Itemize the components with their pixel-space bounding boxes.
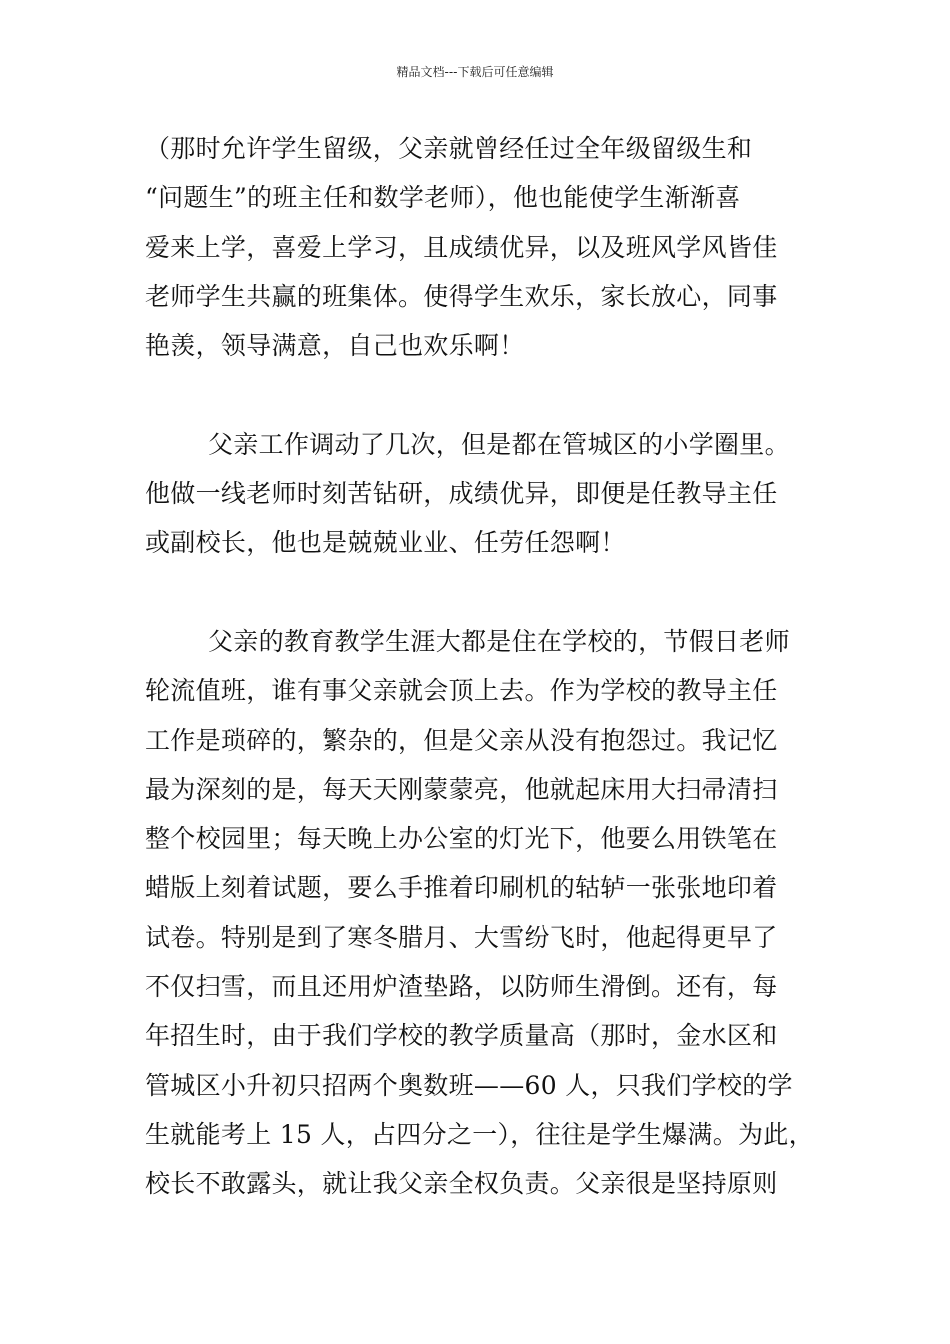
text-line: 工作是琐碎的，繁杂的，但是父亲从没有抱怨过。我记忆: [145, 725, 778, 755]
text-line: 试卷。特别是到了寒冬腊月、大雪纷飞时，他起得更早了: [145, 922, 778, 952]
text-line: “问题生”的班主任和数学老师），他也能使学生渐渐喜: [145, 183, 741, 213]
text-line: 年招生时，由于我们学校的教学质量高（那时，金水区和: [145, 1021, 778, 1051]
text-line: 或副校长，他也是兢兢业业、任劳任怨啊！: [145, 528, 626, 558]
paragraph-1: [145, 124, 815, 370]
text-line: 轮流值班，谁有事父亲就会顶上去。作为学校的教导主任: [145, 676, 778, 706]
text-line: 艳羡，领导满意，自己也欢乐啊！: [145, 331, 525, 361]
text-line: 父亲的教育教学生涯大都是住在学校的，节假日老师: [208, 626, 790, 656]
paragraph-2: [145, 420, 815, 568]
text-line: 最为深刻的是，每天天刚蒙蒙亮，他就起床用大扫帚清扫: [145, 774, 778, 804]
text-line: 父亲工作调动了几次，但是都在管城区的小学圈里。: [208, 429, 790, 459]
paragraph-3: [145, 617, 815, 1209]
text-line: 管城区小升初只招两个奥数班——60 人，只我们学校的学: [145, 1070, 793, 1100]
text-line: 蜡版上刻着试题，要么手推着印刷机的轱轳一张张地印着: [145, 873, 778, 903]
text-line: 整个校园里；每天晚上办公室的灯光下，他要么用铁笔在: [145, 824, 778, 854]
text-line: 老师学生共赢的班集体。使得学生欢乐，家长放心，同事: [145, 281, 778, 311]
text-line: 爱来上学，喜爱上学习，且成绩优异，以及班风学风皆佳: [145, 232, 778, 262]
text-line: 他做一线老师时刻苦钻研，成绩优异，即便是任教导主任: [145, 479, 778, 509]
document-body: [145, 124, 815, 1209]
paragraph-gap: [145, 370, 815, 419]
paragraph-gap: [145, 568, 815, 617]
text-line: （那时允许学生留级，父亲就曾经任过全年级留级生和: [145, 134, 753, 163]
text-line: 生就能考上 15 人，占四分之一），往往是学生爆满。为此，: [145, 1119, 814, 1149]
page-header: 精品文档---下载后可任意编辑: [396, 65, 554, 79]
text-line: 校长不敢露头，就让我父亲全权负责。父亲很是坚持原则: [145, 1169, 778, 1199]
text-line: 不仅扫雪，而且还用炉渣垫路，以防师生滑倒。还有，每: [145, 972, 778, 1002]
